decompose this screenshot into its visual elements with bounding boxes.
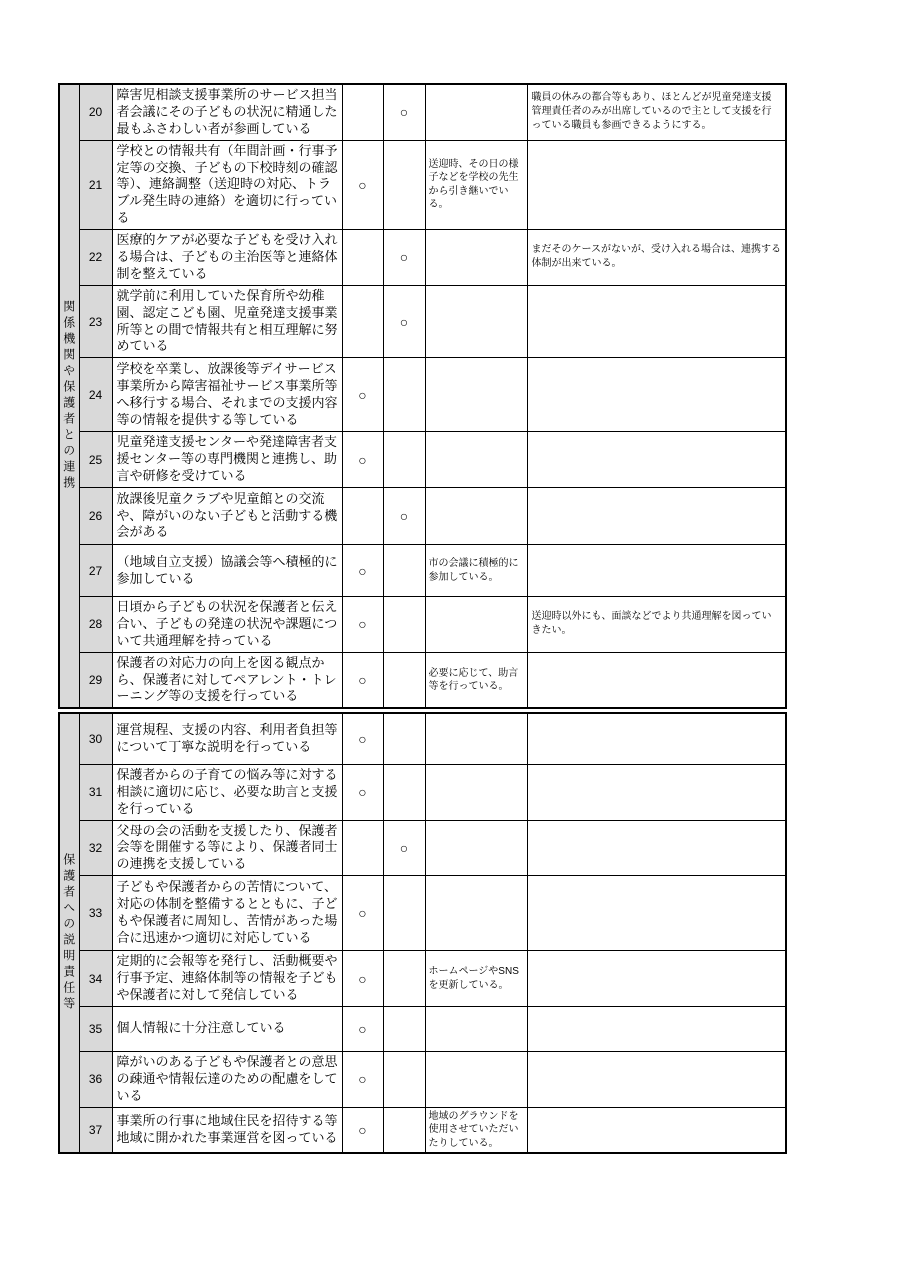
row-number: 29: [79, 652, 112, 708]
question-text: 学校との情報共有（年間計画・行事予定等の交換、子どもの下校時刻の確認等）、連絡調整（送迎時の対応、トラブル発生時の連絡）を適切に行っている: [112, 140, 342, 229]
table-row: [59, 1107, 786, 1153]
mark-column-1-cell: ○: [342, 358, 383, 432]
section-kankei-kikan: [58, 83, 787, 709]
evaluation-table: [58, 83, 787, 1154]
comment-middle: [425, 84, 527, 140]
table-row: [59, 713, 786, 764]
question-text: 運営規程、支援の内容、利用者負担等について丁寧な説明を行っている: [112, 713, 342, 764]
mark-column-2-cell: ○: [383, 488, 425, 545]
comment-middle: 地域のグラウンドを使用させていただいたりしている。: [425, 1107, 527, 1153]
question-text: 障がいのある子どもや保護者との意思の疎通や情報伝達のための配慮をしている: [112, 1051, 342, 1107]
row-number: 21: [79, 140, 112, 229]
question-text: 就学前に利用していた保育所や幼稚園、認定こども園、児童発達支援事業所等との間で情報共有と相互理解に努めている: [112, 285, 342, 358]
row-number: 33: [79, 876, 112, 951]
comment-middle: 必要に応じて、助言等を行っている。: [425, 652, 527, 708]
comment-right: [527, 652, 786, 708]
comment-right: [527, 951, 786, 1007]
mark-column-1-cell: ○: [342, 713, 383, 764]
comment-middle: [425, 358, 527, 432]
mark-column-2-cell: ○: [383, 230, 425, 286]
question-text: 個人情報に十分注意している: [112, 1006, 342, 1051]
mark-column-1-cell: ○: [342, 951, 383, 1007]
table-row: [59, 140, 786, 229]
comment-middle: [425, 1006, 527, 1051]
mark-column-2-cell: [383, 597, 425, 653]
row-number: 25: [79, 432, 112, 488]
question-text: 父母の会の活動を支援したり、保護者会等を開催する等により、保護者同士の連携を支援している: [112, 820, 342, 876]
table-row: [59, 84, 786, 140]
comment-right: [527, 876, 786, 951]
mark-column-1-cell: ○: [342, 545, 383, 597]
mark-column-2-cell: [383, 545, 425, 597]
table-row: [59, 285, 786, 358]
question-text: 医療的ケアが必要な子どもを受け入れる場合は、子どもの主治医等と連絡体制を整えている: [112, 230, 342, 286]
mark-column-2-cell: [383, 713, 425, 764]
row-number: 32: [79, 820, 112, 876]
question-text: 保護者の対応力の向上を図る観点から、保護者に対してペアレント・トレーニング等の支援を行っている: [112, 652, 342, 708]
comment-middle: [425, 876, 527, 951]
mark-column-1-cell: ○: [342, 140, 383, 229]
question-text: （地域自立支援）協議会等へ積極的に参加している: [112, 545, 342, 597]
mark-column-2-cell: [383, 764, 425, 820]
comment-middle: [425, 820, 527, 876]
row-number: 36: [79, 1051, 112, 1107]
comment-right: まだそのケースがないが、受け入れる場合は、連携する体制が出来ている。: [527, 230, 786, 286]
table-row: [59, 545, 786, 597]
comment-middle: [425, 488, 527, 545]
comment-middle: 送迎時、その日の様子などを学校の先生から引き継いでいる。: [425, 140, 527, 229]
table-row: [59, 652, 786, 708]
mark-column-1-cell: ○: [342, 1006, 383, 1051]
mark-column-2-cell: ○: [383, 285, 425, 358]
question-text: 児童発達支援センターや発達障害者支援センター等の専門機関と連携し、助言や研修を受けている: [112, 432, 342, 488]
mark-column-1-cell: [342, 230, 383, 286]
comment-right: [527, 1051, 786, 1107]
question-text: 事業所の行事に地域住民を招待する等地域に開かれた事業運営を図っている: [112, 1107, 342, 1153]
table-row: [59, 1006, 786, 1051]
mark-column-2-cell: [383, 652, 425, 708]
comment-middle: [425, 432, 527, 488]
row-number: 35: [79, 1006, 112, 1051]
category-label: 保護者への説明責任等: [59, 713, 79, 1153]
comment-right: [527, 432, 786, 488]
mark-column-1-cell: [342, 285, 383, 358]
category-label: 関係機関や保護者との連携: [59, 84, 79, 708]
mark-column-2-cell: [383, 951, 425, 1007]
mark-column-1-cell: ○: [342, 652, 383, 708]
comment-right: [527, 358, 786, 432]
question-text: 子どもや保護者からの苦情について、対応の体制を整備するとともに、子どもや保護者に周知し、苦情があった場合に迅速かつ適切に対応している: [112, 876, 342, 951]
table-row: [59, 876, 786, 951]
mark-column-1-cell: ○: [342, 876, 383, 951]
table-row: [59, 358, 786, 432]
row-number: 24: [79, 358, 112, 432]
row-number: 22: [79, 230, 112, 286]
comment-right: [527, 764, 786, 820]
question-text: 定期的に会報等を発行し、活動概要や行事予定、連絡体制等の情報を子どもや保護者に対して発信している: [112, 951, 342, 1007]
mark-column-2-cell: [383, 432, 425, 488]
row-number: 26: [79, 488, 112, 545]
table-row: [59, 597, 786, 653]
table-row: [59, 951, 786, 1007]
comment-right: 職員の休みの都合等もあり、ほとんどが児童発達支援管理責任者のみが出席しているので主として支援を行っている職員も参画できるようにする。: [527, 84, 786, 140]
comment-right: 送迎時以外にも、面談などでより共通理解を図っていきたい。: [527, 597, 786, 653]
question-text: 放課後児童クラブや児童館との交流や、障がいのない子どもと活動する機会がある: [112, 488, 342, 545]
comment-right: [527, 713, 786, 764]
mark-column-2-cell: [383, 140, 425, 229]
mark-column-1-cell: [342, 820, 383, 876]
comment-right: [527, 820, 786, 876]
comment-middle: [425, 764, 527, 820]
row-number: 34: [79, 951, 112, 1007]
table-row: [59, 432, 786, 488]
row-number: 20: [79, 84, 112, 140]
comment-right: [527, 1006, 786, 1051]
mark-column-2-cell: ○: [383, 84, 425, 140]
table-row: [59, 1051, 786, 1107]
mark-column-2-cell: [383, 358, 425, 432]
mark-column-1-cell: ○: [342, 432, 383, 488]
comment-right: [527, 1107, 786, 1153]
row-number: 27: [79, 545, 112, 597]
comment-right: [527, 140, 786, 229]
comment-right: [527, 545, 786, 597]
comment-middle: [425, 597, 527, 653]
row-number: 31: [79, 764, 112, 820]
mark-column-1-cell: [342, 84, 383, 140]
table-row: [59, 820, 786, 876]
mark-column-2-cell: [383, 1107, 425, 1153]
mark-column-2-cell: ○: [383, 820, 425, 876]
comment-middle: [425, 1051, 527, 1107]
question-text: 学校を卒業し、放課後等デイサービス事業所から障害福祉サービス事業所等へ移行する場合、それまでの支援内容等の情報を提供する等している: [112, 358, 342, 432]
mark-column-2-cell: [383, 1051, 425, 1107]
comment-middle: [425, 230, 527, 286]
mark-column-1-cell: ○: [342, 597, 383, 653]
mark-column-1-cell: ○: [342, 1107, 383, 1153]
comment-middle: [425, 713, 527, 764]
question-text: 保護者からの子育ての悩み等に対する相談に適切に応じ、必要な助言と支援を行っている: [112, 764, 342, 820]
comment-middle: [425, 285, 527, 358]
row-number: 37: [79, 1107, 112, 1153]
table-row: [59, 764, 786, 820]
comment-right: [527, 488, 786, 545]
comment-middle: 市の会議に積極的に参加している。: [425, 545, 527, 597]
question-text: 障害児相談支援事業所のサービス担当者会議にその子どもの状況に精通した最もふさわしい者が参画している: [112, 84, 342, 140]
mark-column-2-cell: [383, 876, 425, 951]
comment-middle: ホームページやSNSを更新している。: [425, 951, 527, 1007]
comment-right: [527, 285, 786, 358]
table-row: [59, 488, 786, 545]
table-row: [59, 230, 786, 286]
question-text: 日頃から子どもの状況を保護者と伝え合い、子どもの発達の状況や課題について共通理解を持っている: [112, 597, 342, 653]
mark-column-1-cell: ○: [342, 764, 383, 820]
row-number: 30: [79, 713, 112, 764]
mark-column-1-cell: ○: [342, 1051, 383, 1107]
mark-column-2-cell: [383, 1006, 425, 1051]
row-number: 28: [79, 597, 112, 653]
mark-column-1-cell: [342, 488, 383, 545]
row-number: 23: [79, 285, 112, 358]
section-hogosha-setsumei: [58, 712, 787, 1154]
